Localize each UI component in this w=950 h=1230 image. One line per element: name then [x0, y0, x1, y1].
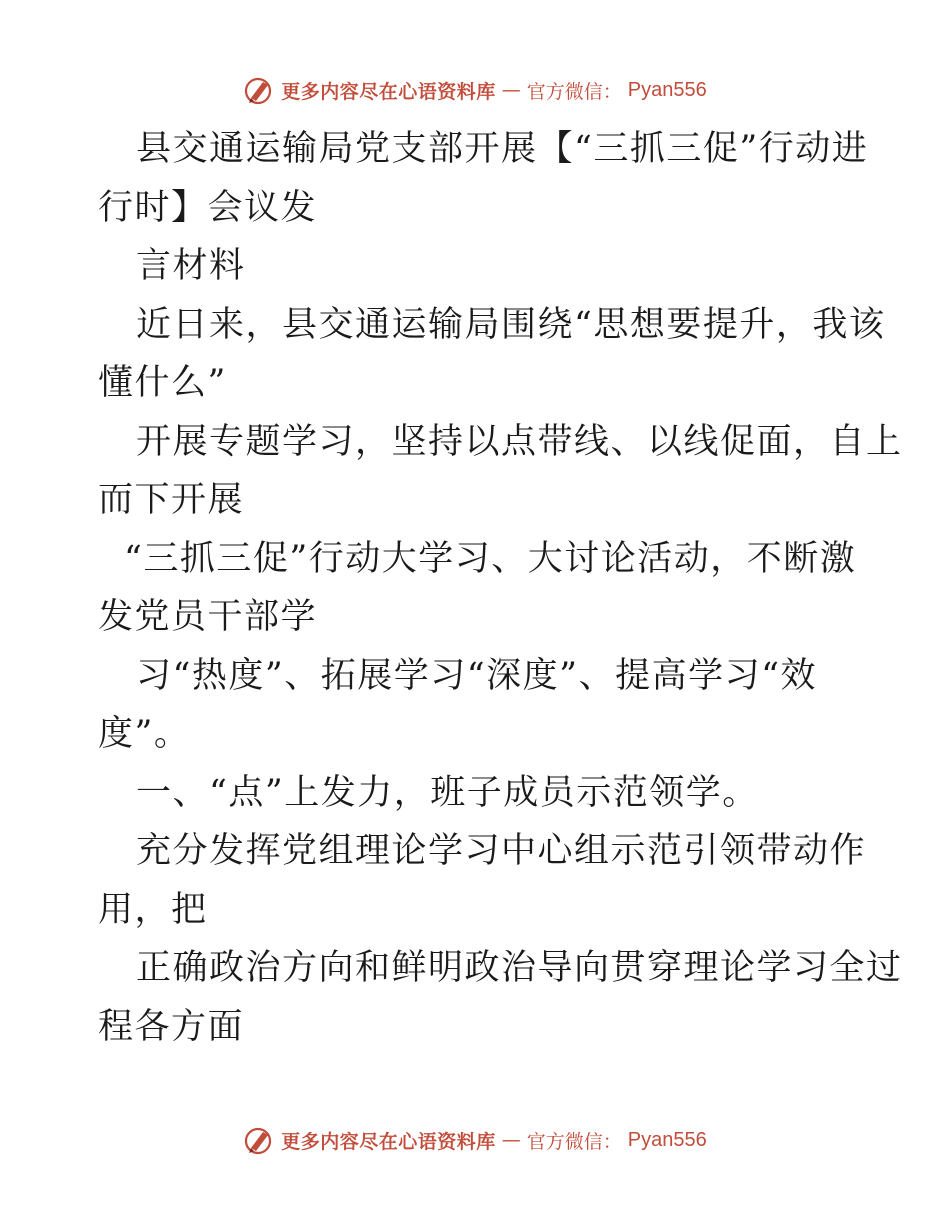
text-line: 用，把: [98, 889, 208, 930]
text-line: 程各方面: [98, 1006, 245, 1047]
text-line: 言材料: [136, 246, 246, 286]
watermark-lead: 更多内容尽在心语资料库: [281, 1130, 496, 1153]
document-body: [98, 120, 903, 1056]
watermark-lead: 更多内容尽在心语资料库: [281, 80, 496, 103]
text-line: 一、“点”上发力，班子成员示范领学。: [136, 772, 759, 813]
text-line: 县交通运输局党支部开展【“三抓三促”行动进: [136, 129, 869, 169]
watermark-dash: —: [501, 1129, 521, 1151]
text-line: 近日来，县交通运输局围绕“思想要提升，我该: [136, 304, 886, 345]
text-line: 开展专题学习，坚持以点带线、以线促面，自上: [136, 421, 903, 462]
watermark-handle: Pyan556: [627, 1128, 707, 1151]
watermark-banner-top: [0, 70, 950, 110]
watermark-tail: 官方微信：: [526, 80, 622, 103]
text-line: 而下开展: [98, 480, 245, 520]
pen-logo-icon: [243, 74, 275, 106]
watermark-handle: Pyan556: [627, 78, 707, 101]
text-line: “三抓三促”行动大学习、大讨论活动，不断激: [124, 538, 857, 579]
text-line: 懂什么”: [98, 363, 227, 403]
watermark-banner-bottom: [0, 1120, 950, 1160]
text-line: 充分发挥党组理论学习中心组示范引领带动作: [136, 831, 867, 871]
text-line: 度”。: [98, 714, 191, 754]
text-line: 习“热度”、拓展学习“深度”、提高学习“效: [136, 655, 817, 696]
watermark-dash: —: [501, 79, 521, 101]
text-line: 发党员干部学: [98, 597, 318, 637]
text-line: 行时】会议发: [98, 187, 318, 228]
watermark-tail: 官方微信：: [526, 1130, 622, 1153]
pen-logo-icon: [243, 1124, 275, 1156]
text-line: 正确政治方向和鲜明政治导向贯穿理论学习全过: [136, 948, 903, 988]
